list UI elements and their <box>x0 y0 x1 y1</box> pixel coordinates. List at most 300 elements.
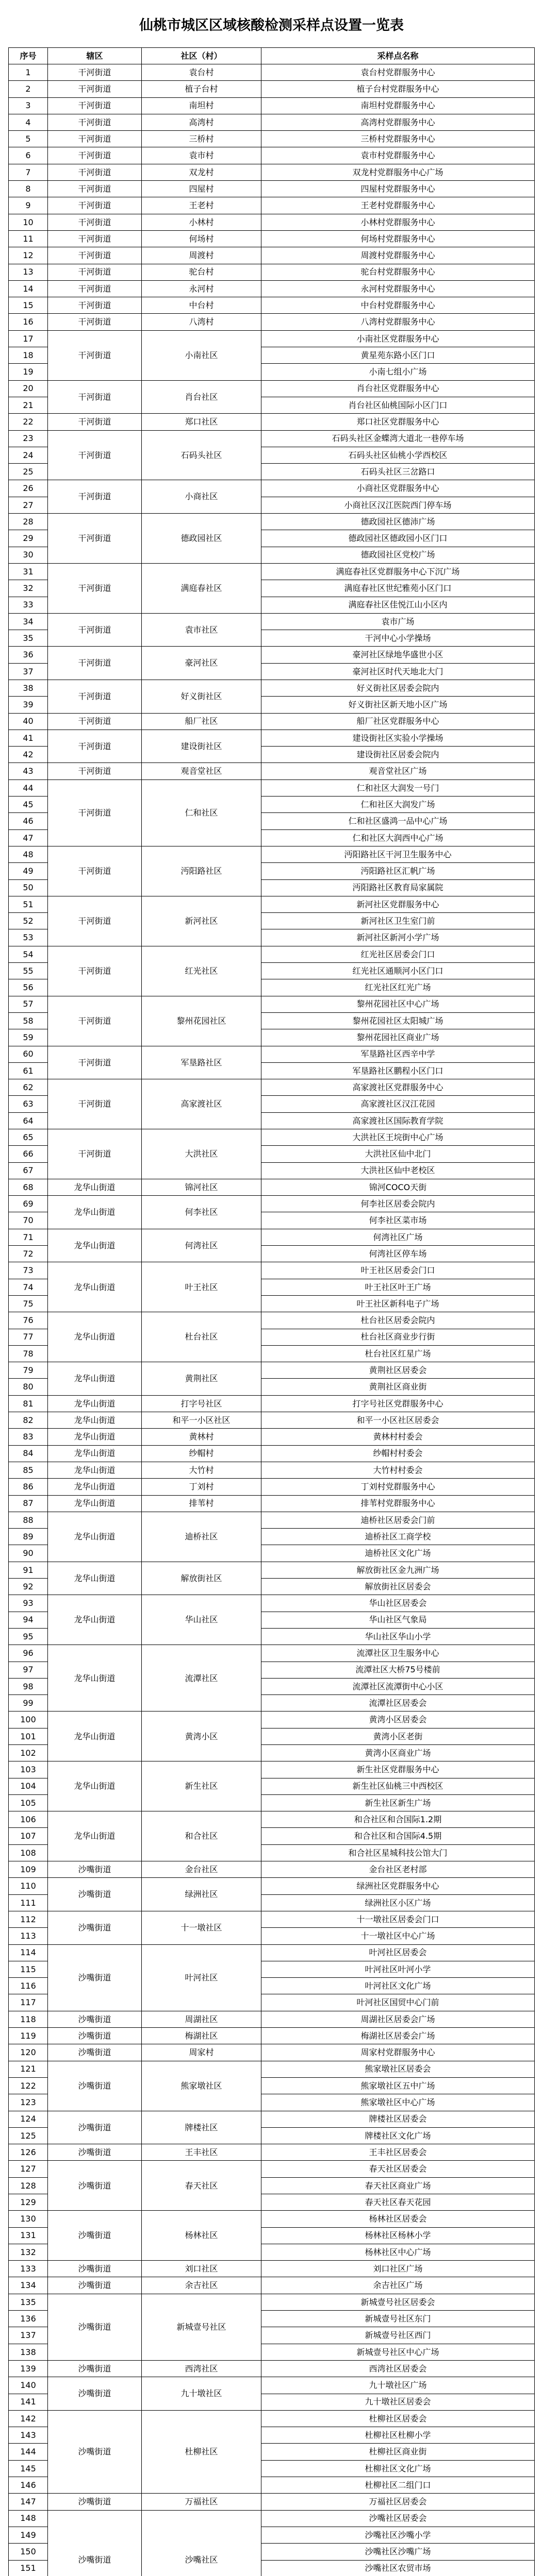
page-title: 仙桃市城区区域核酸检测采样点设置一览表 <box>139 17 404 33</box>
sampling-site-cell: 德政园社区德沛广场 <box>261 514 535 530</box>
sampling-site-cell: 迪桥社区居委会门前 <box>261 1512 535 1529</box>
row-number-cell: 130 <box>9 2211 48 2227</box>
sampling-site-cell: 四屋村党群服务中心 <box>261 181 535 197</box>
row-number-cell: 56 <box>9 979 48 996</box>
sampling-site-table <box>8 47 535 2576</box>
district-cell: 干河街道 <box>48 181 142 197</box>
sampling-site-cell: 春天社区居委会 <box>261 2161 535 2177</box>
header-district: 辖区 <box>48 48 142 64</box>
sampling-site-cell: 新生社区党群服务中心 <box>261 1761 535 1778</box>
sampling-site-cell: 杜台社区商业步行街 <box>261 1329 535 1346</box>
row-number-cell: 47 <box>9 830 48 846</box>
sampling-site-cell: 周渡村党群服务中心 <box>261 247 535 264</box>
row-number-cell: 19 <box>9 364 48 380</box>
sampling-site-cell: 黄星苑东路小区门口 <box>261 347 535 364</box>
community-cell: 袁台村 <box>142 64 261 81</box>
district-cell: 干河街道 <box>48 1079 142 1129</box>
sampling-site-cell: 小南七组小广场 <box>261 364 535 380</box>
sampling-site-cell: 仁和社区大润发广场 <box>261 796 535 813</box>
community-cell: 满庭春社区 <box>142 564 261 614</box>
district-cell: 干河街道 <box>48 564 142 614</box>
row-number-cell: 26 <box>9 480 48 497</box>
district-cell: 干河街道 <box>48 431 142 481</box>
row-number-cell: 125 <box>9 2128 48 2144</box>
row-number-cell: 39 <box>9 697 48 713</box>
row-number-cell: 138 <box>9 2344 48 2361</box>
row-number-cell: 137 <box>9 2327 48 2344</box>
row-number-cell: 101 <box>9 1728 48 1745</box>
sampling-site-cell: 大竹村村委会 <box>261 1462 535 1479</box>
sampling-site-cell: 绿洲社区党群服务中心 <box>261 1878 535 1894</box>
sampling-site-cell: 仁和社区大润发一号门 <box>261 780 535 796</box>
district-cell: 龙华山街道 <box>48 1179 142 1196</box>
community-cell: 周湖社区 <box>142 2011 261 2028</box>
row-number-cell: 151 <box>9 2561 48 2576</box>
row-number-cell: 29 <box>9 530 48 547</box>
district-cell: 干河街道 <box>48 214 142 231</box>
row-number-cell: 104 <box>9 1778 48 1795</box>
community-cell: 大竹村 <box>142 1462 261 1479</box>
sampling-site-cell: 黎州花园社区太阳城广场 <box>261 1013 535 1029</box>
district-cell: 龙华山街道 <box>48 1512 142 1562</box>
row-number-cell: 59 <box>9 1029 48 1046</box>
sampling-site-cell: 军垦路社区鹏程小区门口 <box>261 1063 535 1079</box>
district-cell: 干河街道 <box>48 197 142 214</box>
row-number-cell: 110 <box>9 1878 48 1894</box>
sampling-site-cell: 石码头社区三岔路口 <box>261 464 535 480</box>
sampling-site-cell: 满庭春社区党群服务中心下沉广场 <box>261 564 535 580</box>
row-number-cell: 28 <box>9 514 48 530</box>
district-cell: 沙嘴街道 <box>48 2277 142 2294</box>
sampling-site-cell: 八湾村党群服务中心 <box>261 314 535 330</box>
district-cell: 干河街道 <box>48 98 142 114</box>
community-cell: 植子台村 <box>142 81 261 97</box>
row-number-cell: 95 <box>9 1629 48 1645</box>
community-cell: 建设街社区 <box>142 730 261 764</box>
row-number-cell: 61 <box>9 1063 48 1079</box>
row-number-cell: 10 <box>9 214 48 231</box>
district-cell: 干河街道 <box>48 514 142 564</box>
row-number-cell: 8 <box>9 181 48 197</box>
row-number-cell: 54 <box>9 946 48 963</box>
row-number-cell: 96 <box>9 1645 48 1662</box>
community-cell: 解放街社区 <box>142 1562 261 1596</box>
sampling-site-cell: 金台社区老村部 <box>261 1861 535 1878</box>
community-cell: 万福社区 <box>142 2494 261 2510</box>
district-cell: 沙嘴街道 <box>48 2377 142 2411</box>
row-number-cell: 9 <box>9 197 48 214</box>
sampling-site-cell: 王老村党群服务中心 <box>261 197 535 214</box>
row-number-cell: 58 <box>9 1013 48 1029</box>
district-cell: 龙华山街道 <box>48 1262 142 1312</box>
sampling-site-cell: 熊家墩社区居委会 <box>261 2061 535 2078</box>
row-number-cell: 113 <box>9 1928 48 1944</box>
sampling-site-cell: 十一墩社区中心广场 <box>261 1928 535 1944</box>
sampling-site-cell: 杜台社区红星广场 <box>261 1346 535 1362</box>
row-number-cell: 88 <box>9 1512 48 1529</box>
district-cell: 沙嘴街道 <box>48 1911 142 1945</box>
row-number-cell: 93 <box>9 1595 48 1612</box>
district-cell: 沙嘴街道 <box>48 2044 142 2061</box>
sampling-site-cell: 永河村党群服务中心 <box>261 281 535 297</box>
row-number-cell: 74 <box>9 1279 48 1296</box>
community-cell: 黄湾小区 <box>142 1711 261 1761</box>
sampling-site-cell: 沙嘴社区农贸市场 <box>261 2561 535 2576</box>
sampling-site-cell: 华山社区气象局 <box>261 1612 535 1629</box>
district-cell: 干河街道 <box>48 614 142 647</box>
row-number-cell: 99 <box>9 1695 48 1711</box>
sampling-site-cell: 小商社区汉江医院西门停车场 <box>261 497 535 514</box>
row-number-cell: 2 <box>9 81 48 97</box>
sampling-site-cell: 大洪社区王垸街中心广场 <box>261 1129 535 1146</box>
district-cell: 干河街道 <box>48 480 142 514</box>
row-number-cell: 21 <box>9 397 48 414</box>
community-cell: 沔阳路社区 <box>142 846 261 896</box>
row-number-cell: 70 <box>9 1212 48 1229</box>
row-number-cell: 20 <box>9 381 48 397</box>
sampling-site-cell: 熊家墩社区五中广场 <box>261 2078 535 2094</box>
sampling-site-cell: 红光社区通顺河小区门口 <box>261 963 535 979</box>
row-number-cell: 124 <box>9 2111 48 2128</box>
community-cell: 黎州花园社区 <box>142 996 261 1046</box>
row-number-cell: 4 <box>9 114 48 131</box>
row-number-cell: 116 <box>9 1978 48 1994</box>
district-cell: 龙华山街道 <box>48 1562 142 1596</box>
row-number-cell: 149 <box>9 2527 48 2544</box>
sampling-site-cell: 何湾社区停车场 <box>261 1246 535 1262</box>
row-number-cell: 147 <box>9 2494 48 2510</box>
row-number-cell: 142 <box>9 2411 48 2427</box>
sampling-site-cell: 德政园社区德政园小区门口 <box>261 530 535 547</box>
row-number-cell: 121 <box>9 2061 48 2078</box>
district-cell: 干河街道 <box>48 1046 142 1080</box>
community-cell: 高家渡社区 <box>142 1079 261 1129</box>
row-number-cell: 133 <box>9 2261 48 2277</box>
district-cell: 干河街道 <box>48 231 142 247</box>
community-cell: 好义街社区 <box>142 680 261 714</box>
community-cell: 迪桥社区 <box>142 1512 261 1562</box>
row-number-cell: 134 <box>9 2277 48 2294</box>
sampling-site-cell: 黄荆社区居委会 <box>261 1362 535 1379</box>
sampling-site-cell: 沙嘴社区沙嘴小学 <box>261 2527 535 2544</box>
sampling-site-cell: 迪桥社区工商学校 <box>261 1529 535 1545</box>
community-cell: 华山社区 <box>142 1595 261 1645</box>
district-cell: 龙华山街道 <box>48 1479 142 1495</box>
district-cell: 干河街道 <box>48 846 142 896</box>
community-cell: 杜柳社区 <box>142 2411 261 2494</box>
district-cell: 沙嘴街道 <box>48 2294 142 2361</box>
sampling-site-cell: 排苇村党群服务中心 <box>261 1496 535 1512</box>
district-cell: 龙华山街道 <box>48 1412 142 1429</box>
community-cell: 十一墩社区 <box>142 1911 261 1945</box>
row-number-cell: 136 <box>9 2311 48 2327</box>
row-number-cell: 15 <box>9 297 48 314</box>
sampling-site-cell: 高家渡社区汉江花园 <box>261 1096 535 1112</box>
district-cell: 沙嘴街道 <box>48 2494 142 2510</box>
row-number-cell: 48 <box>9 846 48 863</box>
row-number-cell: 94 <box>9 1612 48 1629</box>
community-cell: 小商社区 <box>142 480 261 514</box>
sampling-site-cell: 石码头社区仙桃小学西校区 <box>261 447 535 464</box>
sampling-site-cell: 红光社区红光广场 <box>261 979 535 996</box>
district-cell: 龙华山街道 <box>48 1811 142 1861</box>
sampling-site-cell: 黄湾小区商业广场 <box>261 1745 535 1761</box>
sampling-site-cell: 小林村党群服务中心 <box>261 214 535 231</box>
sampling-site-cell: 丁刘村党群服务中心 <box>261 1479 535 1495</box>
sampling-site-cell: 和合社区和合国际4.5期 <box>261 1828 535 1844</box>
row-number-cell: 63 <box>9 1096 48 1112</box>
district-cell: 沙嘴街道 <box>48 2011 142 2028</box>
community-cell: 高湾村 <box>142 114 261 131</box>
community-cell: 驼台村 <box>142 264 261 281</box>
sampling-site-cell: 杜柳社区商业街 <box>261 2444 535 2460</box>
sampling-site-cell: 袁市村党群服务中心 <box>261 147 535 164</box>
community-cell: 何李社区 <box>142 1196 261 1229</box>
sampling-site-cell: 沙嘴社区居委会 <box>261 2511 535 2527</box>
row-number-cell: 103 <box>9 1761 48 1778</box>
community-cell: 三桥村 <box>142 131 261 147</box>
sampling-site-cell: 余吉社区广场 <box>261 2277 535 2294</box>
sampling-site-cell: 新城壹号社区东门 <box>261 2311 535 2327</box>
row-number-cell: 46 <box>9 813 48 829</box>
community-cell: 叶河社区 <box>142 1945 261 2011</box>
header-community: 社区（村） <box>142 48 261 64</box>
row-number-cell: 37 <box>9 664 48 680</box>
district-cell: 龙华山街道 <box>48 1595 142 1645</box>
row-number-cell: 127 <box>9 2161 48 2177</box>
community-cell: 仁和社区 <box>142 780 261 846</box>
community-cell: 大洪社区 <box>142 1129 261 1179</box>
district-cell: 干河街道 <box>48 164 142 181</box>
community-cell: 纱帽村 <box>142 1446 261 1462</box>
sampling-site-cell: 何李社区菜市场 <box>261 1212 535 1229</box>
sampling-site-cell: 黄林村村委会 <box>261 1429 535 1445</box>
row-number-cell: 76 <box>9 1312 48 1329</box>
sampling-site-cell: 袁台村党群服务中心 <box>261 64 535 81</box>
row-number-cell: 17 <box>9 331 48 347</box>
community-cell: 丁刘村 <box>142 1479 261 1495</box>
community-cell: 春天社区 <box>142 2161 261 2211</box>
community-cell: 中台村 <box>142 297 261 314</box>
row-number-cell: 129 <box>9 2194 48 2211</box>
row-number-cell: 52 <box>9 913 48 929</box>
community-cell: 金台社区 <box>142 1861 261 1878</box>
community-cell: 和平一小区社区 <box>142 1412 261 1429</box>
sampling-site-cell: 王丰社区居委会 <box>261 2144 535 2161</box>
row-number-cell: 30 <box>9 547 48 564</box>
row-number-cell: 148 <box>9 2511 48 2527</box>
sampling-site-cell: 杜柳社区居委会 <box>261 2411 535 2427</box>
row-number-cell: 118 <box>9 2011 48 2028</box>
row-number-cell: 43 <box>9 763 48 779</box>
sampling-site-cell: 仁和社区大润西中心广场 <box>261 830 535 846</box>
community-cell: 袁市村 <box>142 147 261 164</box>
sampling-site-cell: 豪河社区绿地华盛世小区 <box>261 647 535 663</box>
row-number-cell: 68 <box>9 1179 48 1196</box>
district-cell: 龙华山街道 <box>48 1761 142 1811</box>
sampling-site-cell: 肖台社区仙桃国际小区门口 <box>261 397 535 414</box>
district-cell: 沙嘴街道 <box>48 2028 142 2044</box>
sampling-site-cell: 船厂社区党群服务中心 <box>261 714 535 730</box>
sampling-site-cell: 沔阳路社区教育局家属院 <box>261 880 535 896</box>
sampling-site-cell: 纱帽村村委会 <box>261 1446 535 1462</box>
sampling-site-cell: 黄荆社区商业街 <box>261 1379 535 1395</box>
community-cell: 郑口社区 <box>142 414 261 430</box>
row-number-cell: 67 <box>9 1163 48 1179</box>
sampling-site-cell: 周家村党群服务中心 <box>261 2044 535 2061</box>
sampling-site-cell: 建设街社区实验小学操场 <box>261 730 535 747</box>
sampling-site-cell: 德政园社区党校广场 <box>261 547 535 564</box>
sampling-site-cell: 杨林社区居委会 <box>261 2211 535 2227</box>
sampling-site-cell: 中台村党群服务中心 <box>261 297 535 314</box>
community-cell: 梅湖社区 <box>142 2028 261 2044</box>
sampling-site-cell: 新河社区党群服务中心 <box>261 896 535 913</box>
row-number-cell: 86 <box>9 1479 48 1495</box>
district-cell: 干河街道 <box>48 647 142 680</box>
row-number-cell: 42 <box>9 747 48 763</box>
community-cell: 九十墩社区 <box>142 2377 261 2411</box>
row-number-cell: 115 <box>9 1961 48 1978</box>
community-cell: 熊家墩社区 <box>142 2061 261 2111</box>
row-number-cell: 75 <box>9 1296 48 1312</box>
sampling-site-cell: 新河社区卫生室门前 <box>261 913 535 929</box>
community-cell: 双龙村 <box>142 164 261 181</box>
district-cell: 干河街道 <box>48 247 142 264</box>
community-cell: 红光社区 <box>142 946 261 996</box>
sampling-site-cell: 叶河社区居委会 <box>261 1945 535 1961</box>
community-cell: 豪河社区 <box>142 647 261 680</box>
sampling-site-cell: 南坦村党群服务中心 <box>261 98 535 114</box>
sampling-site-cell: 新生社区仙桃三中西校区 <box>261 1778 535 1795</box>
row-number-cell: 122 <box>9 2078 48 2094</box>
district-cell: 沙嘴街道 <box>48 2411 142 2494</box>
row-number-cell: 32 <box>9 580 48 597</box>
district-cell: 沙嘴街道 <box>48 1945 142 2011</box>
district-cell: 龙华山街道 <box>48 1362 142 1396</box>
district-cell: 干河街道 <box>48 730 142 764</box>
community-cell: 肖台社区 <box>142 381 261 414</box>
header-site-name: 采样点名称 <box>261 48 535 64</box>
community-cell: 王老村 <box>142 197 261 214</box>
row-number-cell: 144 <box>9 2444 48 2460</box>
row-number-cell: 106 <box>9 1811 48 1828</box>
row-number-cell: 22 <box>9 414 48 430</box>
district-cell: 龙华山街道 <box>48 1462 142 1479</box>
sampling-site-cell: 满庭春社区世纪雅苑小区门口 <box>261 580 535 597</box>
district-cell: 龙华山街道 <box>48 1446 142 1462</box>
community-cell: 德政园社区 <box>142 514 261 564</box>
row-number-cell: 78 <box>9 1346 48 1362</box>
community-cell: 沙嘴社区 <box>142 2511 261 2576</box>
community-cell: 打字号社区 <box>142 1396 261 1412</box>
row-number-cell: 49 <box>9 863 48 879</box>
sampling-site-cell: 好义街社区新天地小区广场 <box>261 697 535 713</box>
community-cell: 排苇村 <box>142 1496 261 1512</box>
sampling-site-cell: 和合社区星城科技公馆大门 <box>261 1845 535 1861</box>
row-number-cell: 45 <box>9 796 48 813</box>
row-number-cell: 57 <box>9 996 48 1013</box>
row-number-cell: 109 <box>9 1861 48 1878</box>
sampling-site-cell: 和平一小区社区居委会 <box>261 1412 535 1429</box>
sampling-site-cell: 新城壹号社区西门 <box>261 2327 535 2344</box>
row-number-cell: 108 <box>9 1845 48 1861</box>
row-number-cell: 18 <box>9 347 48 364</box>
district-cell: 龙华山街道 <box>48 1645 142 1711</box>
district-cell: 龙华山街道 <box>48 1711 142 1761</box>
community-cell: 军垦路社区 <box>142 1046 261 1080</box>
row-number-cell: 53 <box>9 929 48 946</box>
sampling-site-cell: 大洪社区仙中老校区 <box>261 1163 535 1179</box>
row-number-cell: 117 <box>9 1994 48 2011</box>
sampling-site-cell: 西湾社区居委会 <box>261 2361 535 2377</box>
community-cell: 观音堂社区 <box>142 763 261 779</box>
row-number-cell: 135 <box>9 2294 48 2311</box>
community-cell: 周渡村 <box>142 247 261 264</box>
sampling-site-cell: 周湖社区居委会广场 <box>261 2011 535 2028</box>
community-cell: 新河社区 <box>142 896 261 946</box>
community-cell: 新生社区 <box>142 1761 261 1811</box>
sampling-site-cell: 春天社区春天花园 <box>261 2194 535 2211</box>
sampling-site-cell: 杜台社区居委会院内 <box>261 1312 535 1329</box>
sampling-site-cell: 双龙村党群服务中心广场 <box>261 164 535 181</box>
row-number-cell: 111 <box>9 1895 48 1911</box>
community-cell: 杨林社区 <box>142 2211 261 2261</box>
community-cell: 叶王社区 <box>142 1262 261 1312</box>
district-cell: 干河街道 <box>48 1129 142 1179</box>
district-cell: 沙嘴街道 <box>48 2161 142 2211</box>
sampling-site-cell: 何李社区居委会院内 <box>261 1196 535 1212</box>
district-cell: 龙华山街道 <box>48 1496 142 1512</box>
district-cell: 沙嘴街道 <box>48 2111 142 2145</box>
district-cell: 沙嘴街道 <box>48 2511 142 2576</box>
sampling-site-cell: 锦河COCO天街 <box>261 1179 535 1196</box>
row-number-cell: 145 <box>9 2461 48 2477</box>
community-cell: 何场村 <box>142 231 261 247</box>
sampling-site-cell: 叶河社区国贸中心门前 <box>261 1994 535 2011</box>
row-number-cell: 5 <box>9 131 48 147</box>
row-number-cell: 90 <box>9 1545 48 1562</box>
community-cell: 小南社区 <box>142 331 261 381</box>
district-cell: 干河街道 <box>48 714 142 730</box>
row-number-cell: 55 <box>9 963 48 979</box>
row-number-cell: 62 <box>9 1079 48 1096</box>
sampling-site-cell: 沔阳路社区汇帆广场 <box>261 863 535 879</box>
row-number-cell: 107 <box>9 1828 48 1844</box>
row-number-cell: 64 <box>9 1113 48 1129</box>
sampling-site-cell: 十一墩社区居委会门口 <box>261 1911 535 1928</box>
sampling-site-cell: 沔阳路社区干河卫生服务中心 <box>261 846 535 863</box>
row-number-cell: 132 <box>9 2244 48 2261</box>
row-number-cell: 11 <box>9 231 48 247</box>
row-number-cell: 102 <box>9 1745 48 1761</box>
row-number-cell: 71 <box>9 1229 48 1246</box>
row-number-cell: 13 <box>9 264 48 281</box>
sampling-site-cell: 杜柳社区二组门口 <box>261 2477 535 2494</box>
sampling-site-cell: 春天社区商业广场 <box>261 2178 535 2194</box>
sampling-site-cell: 仁和社区盛鸿一品中心广场 <box>261 813 535 829</box>
sampling-site-cell: 九十墩社区居委会 <box>261 2394 535 2411</box>
sampling-site-cell: 黄湾小区居委会 <box>261 1711 535 1728</box>
sampling-site-cell: 流潭社区流潭街中心小区 <box>261 1679 535 1695</box>
row-number-cell: 41 <box>9 730 48 747</box>
sampling-site-cell: 解放街社区居委会 <box>261 1579 535 1595</box>
sampling-site-cell: 叶王社区居委会门口 <box>261 1262 535 1279</box>
row-number-cell: 36 <box>9 647 48 663</box>
sampling-site-cell: 小南社区党群服务中心 <box>261 331 535 347</box>
sampling-site-cell: 华山社区华山小学 <box>261 1629 535 1645</box>
sampling-site-cell: 流潭社区大桥75号楼前 <box>261 1662 535 1679</box>
sampling-site-cell: 流潭社区居委会 <box>261 1695 535 1711</box>
